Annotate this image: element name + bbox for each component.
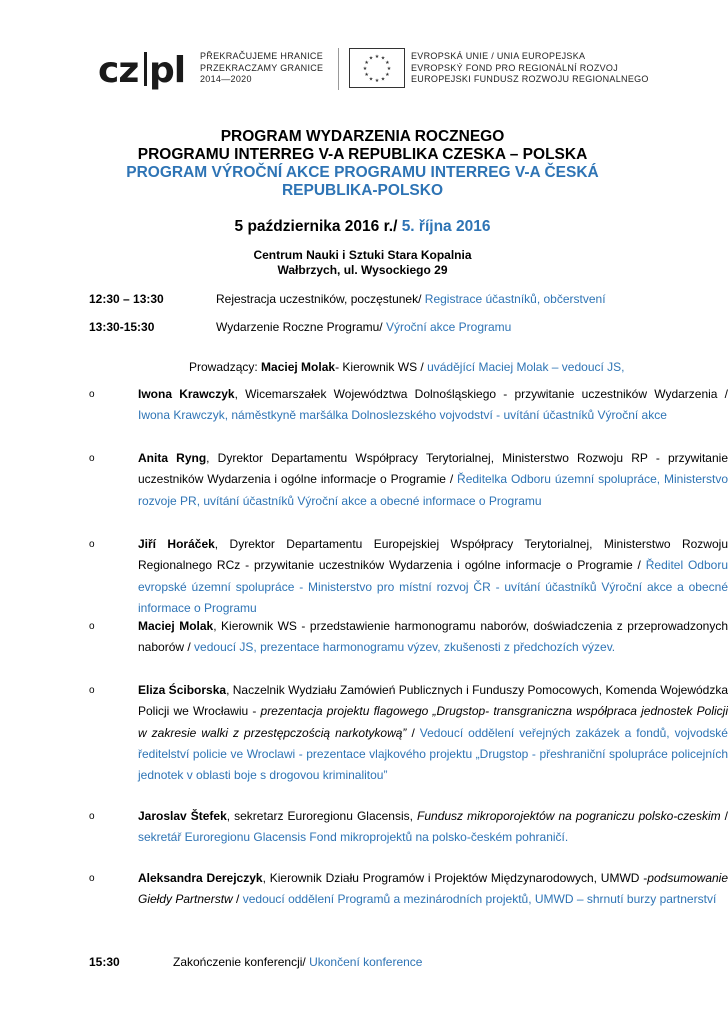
venue-line-1: Centrum Nauki i Sztuki Stara Kopalnia xyxy=(253,248,472,262)
moderator-pl: - Kierownik WS / xyxy=(335,360,428,374)
header xyxy=(0,48,725,92)
svg-text:★: ★ xyxy=(380,76,386,83)
speaker-separator: / xyxy=(232,892,243,907)
bullet-icon: o xyxy=(89,389,95,400)
bullet-icon: o xyxy=(89,873,95,884)
svg-text:★: ★ xyxy=(385,60,390,66)
speaker-cz: Vedoucí oddělení veřejných zakázek a fondů, vojvodské ředitelství policie ve Wroclawi - prezentace vlajkového projektu „Drugstop - přeshraniční spolupráce policejních jednotek v oblasti boje s drogovou kriminalitou” xyxy=(138,725,728,783)
venue-line-2: Wałbrzych, ul. Wysockiego 29 xyxy=(277,263,448,277)
slogan-line: 2014—2020 xyxy=(200,74,252,84)
eu-line: EVROPSKÁ UNIE / UNIA EUROPEJSKA xyxy=(411,51,586,61)
speaker-separator: / xyxy=(720,809,728,823)
bullet-icon: o xyxy=(89,621,95,632)
speaker-pl: , Dyrektor Departamentu Współpracy Terytorialnej, Ministerstwo Rozwoju RP - przywitanie uczestników Wydarzenia i ogólne informacje o Programie / xyxy=(138,451,728,487)
schedule-time: 13:30-15:30 xyxy=(89,320,155,334)
schedule-item xyxy=(216,292,606,307)
svg-text:pl: pl xyxy=(149,50,186,91)
speaker-pl: , Wicemarszałek Województwa Dolnośląskiego - przywitanie uczestników Wydarzenia / xyxy=(234,387,728,401)
title-line-2: PROGRAMU INTERREG V-A REPUBLIKA CZESKA – POLSKA xyxy=(137,146,588,163)
schedule-cz: Výroční akce Programu xyxy=(385,320,512,334)
event-date xyxy=(0,218,725,236)
date-pl: 5 października 2016 r./ xyxy=(234,218,402,235)
schedule-time: 12:30 – 13:30 xyxy=(89,292,164,306)
moderator-name: Maciej Molak xyxy=(261,360,336,374)
speaker-topic: Fundusz mikroporojektów na pograniczu polsko-czeskim xyxy=(417,809,721,823)
speaker-name: Anita Ryng xyxy=(138,451,207,465)
moderator xyxy=(189,360,625,375)
speaker-name: Jaroslav Štefek xyxy=(138,809,227,823)
title-line-1: PROGRAM WYDARZENIA ROCZNEGO xyxy=(220,128,505,145)
slogan-line: PŘEKRAČUJEME HRANICE xyxy=(200,51,324,61)
speaker-name: Jiří Horáček xyxy=(138,537,215,551)
closing-item xyxy=(173,955,422,970)
speaker-name: Aleksandra Derejczyk xyxy=(138,871,263,885)
slogan-line: PRZEKRACZAMY GRANICE xyxy=(200,62,324,73)
moderator-label: Prowadzący: xyxy=(189,360,262,374)
speaker-cz: sekretář Euroregionu Glacensis Fond mikroprojektů na polsko-českém pohraničí. xyxy=(138,830,569,845)
speaker-cz: vedoucí JS, prezentace harmonogramu výzev, zkušenosti z předchozích výzev. xyxy=(194,640,616,655)
bullet-icon: o xyxy=(89,685,95,696)
svg-text:★: ★ xyxy=(385,72,390,78)
speaker-pl: , Naczelnik Wydziału Zamówień Publicznych i Funduszy Pomocowych, Komenda Wojewódzka Policji we Wrocławiu - xyxy=(138,683,728,719)
speaker-name: Maciej Molak xyxy=(138,619,214,633)
closing-pl: Zakończenie konferencji/ xyxy=(173,955,310,969)
speaker-name: Iwona Krawczyk xyxy=(138,387,235,401)
speaker-cz: Ředitel Odboru evropské územní spolupráce - Ministerstvo pro místní rozvoj ČR - uvítání účastníků Výroční akce a obecné informace o Programu xyxy=(138,558,728,615)
svg-text:★: ★ xyxy=(374,54,380,60)
bullet-icon: o xyxy=(89,453,95,464)
svg-text:★: ★ xyxy=(386,66,392,72)
speaker-name: Eliza Ściborska xyxy=(138,683,227,697)
speaker-cz: Iwona Krawczyk, náměstkyně maršálka Dolnoslezského vojvodství - uvítání účastníků Výroční akce xyxy=(138,408,667,423)
header-divider xyxy=(338,48,339,90)
schedule-item xyxy=(216,320,511,335)
bullet-icon: o xyxy=(89,539,95,550)
closing-time: 15:30 xyxy=(89,955,120,969)
programme-slogan xyxy=(200,51,323,86)
svg-text:★: ★ xyxy=(364,60,369,66)
schedule-cz: Registrace účastníků, občerstvení xyxy=(424,292,606,306)
speaker-pl: , Kierownik Działu Programów i Projektów Międzynarodowych, UMWD - xyxy=(262,871,648,885)
eu-line: EUROPEJSKI FUNDUSZ ROZWOJU REGIONALNEGO xyxy=(411,74,649,84)
speaker-pl: , Dyrektor Departamentu Europejskiej Współpracy Terytorialnej, Ministerstwo Rozwoju Regionalnego RCz - przywitanie uczestników Wydarzenia i ogólne informacje o Programie / xyxy=(138,537,728,573)
schedule-pl: Wydarzenie Roczne Programu/ xyxy=(216,320,386,334)
title-line-4: REPUBLIKA-POLSKO xyxy=(281,182,444,199)
date-cz: 5. října 2016 xyxy=(401,218,491,235)
speaker-cz: Ředitelka Odboru územní spolupráce, Ministerstvo rozvoje PR, uvítání účastníků Výroční akce a obecné informace o Programu xyxy=(138,472,728,508)
eu-flag-icon xyxy=(349,48,405,88)
svg-text:cz: cz xyxy=(98,50,139,91)
speaker-topic: podsumowanie Giełdy Partnerstw xyxy=(138,871,728,907)
venue xyxy=(0,248,725,278)
speaker-pl: , sekretarz Euroregionu Glacensis, xyxy=(226,809,418,823)
speaker-pl: , Kierownik WS - przedstawienie harmonogramu naborów, doświadczenia z przeprowadzonych naborów / xyxy=(138,619,728,655)
czpl-logo xyxy=(96,50,194,91)
svg-text:★: ★ xyxy=(368,55,374,62)
speaker-cz: vedoucí oddělení Programů a mezinárodních projektů, UMWD – shrnutí burzy partnerství xyxy=(242,892,717,907)
bullet-icon: o xyxy=(89,811,95,822)
title-line-3: PROGRAM VÝROČNÍ AKCE PROGRAMU INTERREG V-A ČESKÁ xyxy=(126,164,599,181)
svg-text:★: ★ xyxy=(362,66,368,72)
speaker-separator: / xyxy=(406,725,420,740)
eu-line: EVROPSKÝ FOND PRO REGIONÁLNÍ ROZVOJ xyxy=(411,62,619,73)
eu-funding-text xyxy=(411,51,649,86)
svg-text:★: ★ xyxy=(374,78,380,84)
speaker-topic: prezentacja projektu flagowego „Drugstop- transgraniczna współpraca jednostek Policji w zakresie walki z przestępczością narkotykową” xyxy=(138,704,728,740)
schedule-pl: Rejestracja uczestników, poczęstunek/ xyxy=(216,292,425,306)
svg-text:★: ★ xyxy=(364,72,369,78)
closing-cz: Ukončení konference xyxy=(309,955,423,969)
moderator-cz: uvádějící Maciej Molak – vedoucí JS, xyxy=(427,360,625,374)
svg-text:★: ★ xyxy=(380,55,386,62)
svg-text:★: ★ xyxy=(368,76,374,83)
